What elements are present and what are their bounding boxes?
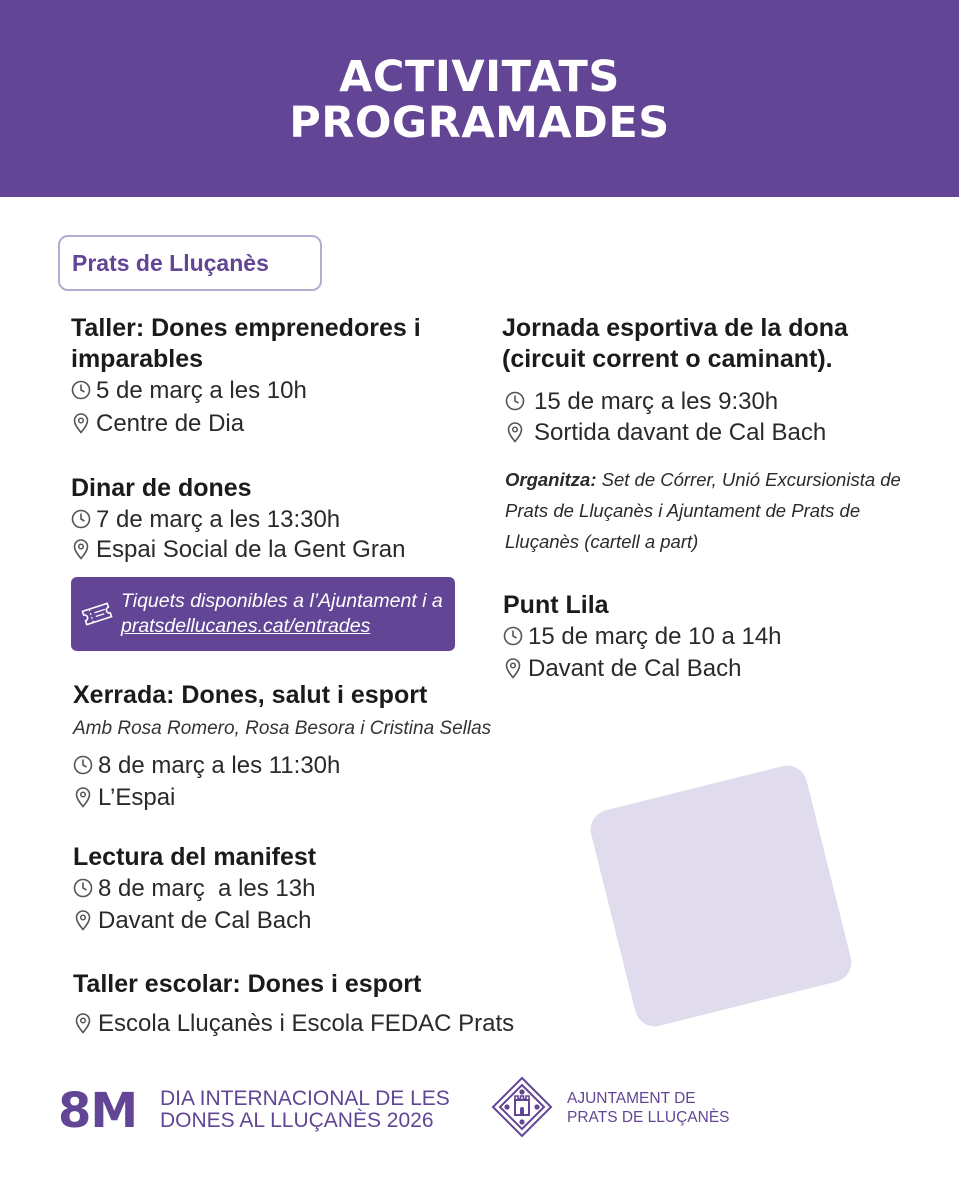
event-place-taller-dones (71, 409, 244, 439)
event-title-punt-lila: Punt Lila (503, 591, 609, 619)
location-pill: Prats de Lluçanès (58, 235, 322, 291)
header-banner (0, 0, 959, 197)
event-time-taller-dones (71, 376, 307, 406)
event-place-text: Escola Lluçanès i Escola FEDAC Prats (98, 1010, 515, 1037)
event-time-text: 15 de març a les 9:30h (534, 388, 779, 415)
event-place-text: Davant de Cal Bach (98, 907, 312, 934)
footer-8m-badge: 8M (58, 1083, 138, 1139)
event-title-jornada-line2: (circuit corrent o caminant). (502, 345, 833, 373)
event-title-jornada (502, 313, 942, 375)
event-time-jornada (505, 387, 778, 417)
event-title-dinar: Dinar de dones (71, 474, 252, 502)
event-title-taller-escolar: Taller escolar: Dones i esport (73, 970, 422, 998)
clock-icon (71, 379, 91, 401)
event-time-text: 5 de març a les 10h (96, 377, 307, 404)
event-place-taller-escolar (73, 1009, 514, 1039)
event-title-taller-dones: Taller: Dones emprenedores i imparables (71, 314, 421, 373)
event-time-lectura (73, 874, 315, 904)
event-speakers-xerrada: Amb Rosa Romero, Rosa Besora i Cristina Sellas (73, 718, 492, 739)
event-place-dinar (71, 535, 406, 565)
event-time-text: 8 de març a les 13h (98, 875, 316, 902)
event-place-lectura (73, 906, 311, 936)
map-pin-icon (73, 1012, 93, 1034)
tickets-link[interactable]: pratsdellucanes.cat/entrades (121, 615, 371, 637)
footer-council-line1: AJUNTAMENT DE (567, 1090, 696, 1107)
page-title-line2: PROGRAMADES (289, 98, 670, 148)
clock-icon (505, 390, 525, 412)
organizer-note (505, 464, 925, 557)
event-time-text: 15 de març de 10 a 14h (528, 623, 782, 650)
event-place-text: L’Espai (98, 784, 176, 811)
crest-icon (490, 1075, 554, 1139)
ticket-info-text (121, 589, 451, 639)
clock-icon (73, 877, 93, 899)
event-time-text: 7 de març a les 13:30h (96, 506, 341, 533)
footer-tagline-line1: DIA INTERNACIONAL DE LES (160, 1087, 450, 1110)
clock-icon (73, 754, 93, 776)
organizer-text: Set de Córrer, Unió Excursionista de Prats de Lluçanès i Ajuntament de Prats de Lluçanès (cartell a part) (505, 469, 901, 552)
map-pin-icon (73, 909, 93, 931)
map-pin-icon (505, 421, 525, 443)
event-time-dinar (71, 505, 340, 535)
event-title-lectura: Lectura del manifest (73, 843, 317, 871)
event-time-punt-lila (503, 622, 782, 652)
ticket-icon (79, 599, 115, 629)
event-place-text: Davant de Cal Bach (528, 655, 742, 682)
event-time-xerrada (73, 751, 340, 781)
ticket-info-label: Tiquets disponibles a l’Ajuntament i a (121, 590, 443, 612)
organizer-label: Organitza: (505, 469, 597, 490)
event-place-text: Centre de Dia (96, 410, 245, 437)
event-place-punt-lila (503, 654, 741, 684)
map-pin-icon (73, 786, 93, 808)
event-place-text: Espai Social de la Gent Gran (96, 536, 406, 563)
footer-tagline (160, 1088, 450, 1132)
ticket-info-box (71, 577, 455, 651)
event-place-text: Sortida davant de Cal Bach (534, 419, 827, 446)
page-title-line1: ACTIVITATS (339, 52, 620, 102)
footer-council-name (567, 1089, 730, 1127)
event-place-jornada (505, 418, 826, 448)
page-title (0, 54, 959, 146)
footer-council-line2: PRATS DE LLUÇANÈS (567, 1109, 730, 1126)
clock-icon (71, 508, 91, 530)
clock-icon (503, 625, 523, 647)
map-pin-icon (71, 412, 91, 434)
footer-tagline-line2: DONES AL LLUÇANÈS 2026 (160, 1109, 434, 1132)
event-title-jornada-line1: Jornada esportiva de la dona (502, 314, 848, 342)
map-pin-icon (71, 538, 91, 560)
decorative-square (586, 761, 855, 1030)
event-title-xerrada: Xerrada: Dones, salut i esport (73, 681, 428, 709)
event-time-text: 8 de març a les 11:30h (98, 752, 341, 779)
map-pin-icon (503, 657, 523, 679)
event-place-xerrada (73, 783, 175, 813)
